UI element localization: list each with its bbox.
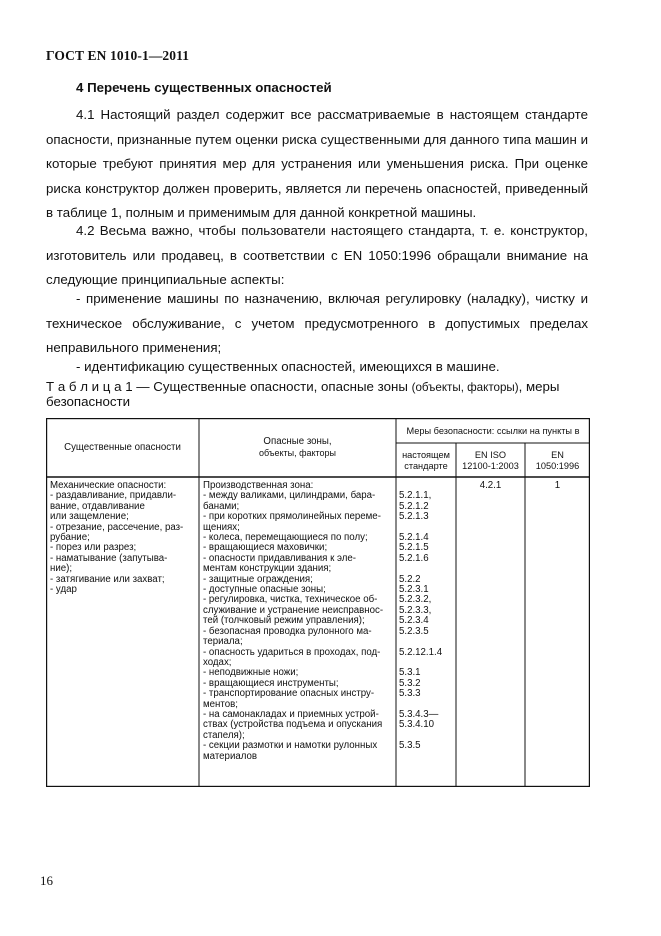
header-en-line2: 1050:1996 — [535, 461, 580, 471]
caption-tail: , меры безопасности — [46, 379, 560, 409]
table-caption — [46, 380, 606, 409]
header-iso-line1: EN ISO — [474, 450, 507, 460]
cell-iso: 4.2.1 — [479, 480, 502, 491]
caption-lead: Т а б л и ц а 1 — Существенные опасности, опасные зоны — [46, 379, 412, 394]
header-zones-line2: объекты, факторы — [258, 448, 337, 458]
cell-zones: Производственная зона: - между валиками, цилиндрами, бара- банами; - при коротких прямолинейных переме- щениях; - колеса, перемещающиеся по полу; - вращающиеся маховички; - опасности придавливания к эле- ментам конструкции здания; - защитные ограждения; - доступные опасные зоны; - регулировка, чистка, техническое об- служивание и устранение неисправнос- тей (толчковый режим управления); - безопасная проводка рулонного ма- териала; - опасность удариться в проходах, под- ходах; - неподвижные ножи; - вращающиеся инструменты; - транспортирование опасных инстру- ментов; - на самонакладах и приемных устрой- ствах (устройства подъема и опускания стапеля); - секции размотки и намотки рулонных материалов — [203, 480, 384, 762]
header-en-line1: EN — [551, 450, 564, 460]
caption-small: (объекты, факторы) — [411, 381, 519, 394]
paragraph-4-1: 4.1 Настоящий раздел содержит все рассматриваемые в настоящем стандарте опасности, признанные путем оценки риска существенными для данного типа машин и которые требуют принятия мер для устранения или уменьшения риска. При оценке риска конструктор должен проверить, является ли перечень опасностей, приведенный в таблице 1, полным и применимым для данной конкретной машины. — [46, 107, 588, 221]
standard-header: ГОСТ EN 1010-1—2011 — [46, 48, 190, 63]
paragraph-aspect-1: - применение машины по назначению, включая регулировку (наладку), чистку и техническое обслуживание, с учетом предусмотренного в допустимых пределах неправильного применения; — [46, 291, 588, 356]
cell-en: 1 — [554, 480, 561, 491]
header-this-standard-line1: настоящем — [402, 450, 450, 460]
header-zones-line1: Опасные зоны, — [263, 436, 332, 447]
hazards-table — [46, 418, 590, 787]
section-title: 4 Перечень существенных опасностей — [76, 80, 332, 95]
page-number: 16 — [40, 873, 53, 888]
paragraph-aspect-2: - идентификацию существенных опасностей, имеющихся в машине. — [76, 359, 500, 374]
header-this-standard-line2: стандарте — [404, 461, 448, 471]
paragraph-4-2: 4.2 Весьма важно, чтобы пользователи настоящего стандарта, т. е. конструктор, изготовитель или продавец, в соответствии с EN 1050:1996 обращали внимание на следующие принципиальные аспекты: — [46, 223, 588, 288]
cell-clauses: 5.2.1.1, 5.2.1.2 5.2.1.3 5.2.1.4 5.2.1.5 5.2.1.6 5.2.2 5.2.3.1 5.2.3.2, 5.2.3.3, 5.2.3.4 5.2.3.5 5.2.12.1.4 5.3.1 5.3.2 5.3.3 5.3.4.3— 5.3.4.10 5.3.5 — [399, 490, 443, 752]
header-measures: Меры безопасности: ссылки на пункты в — [406, 426, 580, 436]
cell-hazards: Механические опасности: - раздавливание, придавли- вание, отдавливание или защемление; - отрезание, рассечение, раз- рубание; - порез или разрез; - наматывание (запутыва- ние); - затягивание или захват; - удар — [50, 480, 184, 596]
header-hazards: Существенные опасности — [64, 442, 181, 453]
header-iso-line2: 12100-1:2003 — [462, 461, 519, 471]
